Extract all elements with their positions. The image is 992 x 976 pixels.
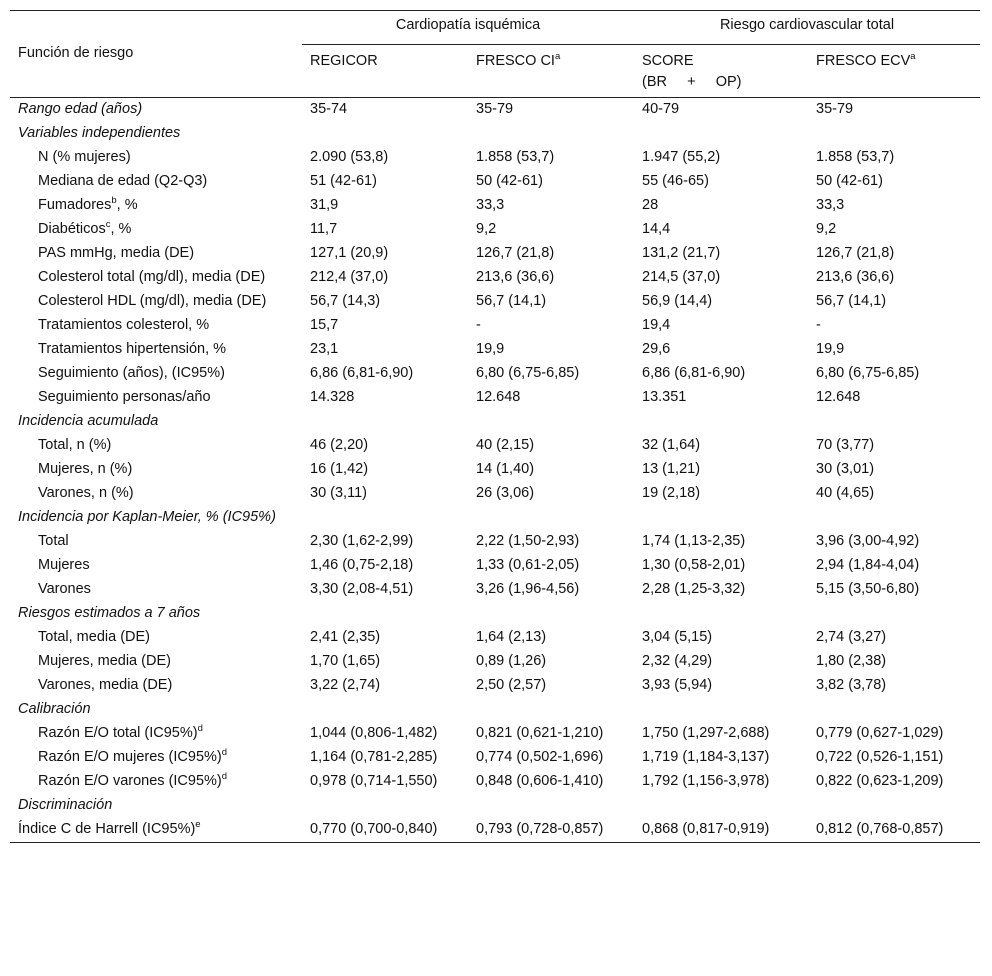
section-heading: Discriminación (18, 797, 113, 813)
table-cell: 213,6 (36,6) (816, 269, 895, 285)
table-cell: 29,6 (642, 341, 671, 357)
table-cell: 35-79 (476, 101, 514, 117)
table-cell: 3,96 (3,00-4,92) (816, 533, 920, 549)
table-row (10, 794, 980, 818)
table-cell: 1,044 (0,806-1,482) (310, 725, 438, 741)
row-label: Colesterol HDL (mg/dl), media (DE) (38, 293, 267, 309)
table-cell: 19,4 (642, 317, 671, 333)
table-cell: 126,7 (21,8) (816, 245, 895, 261)
table-row (10, 674, 980, 698)
table-row (10, 602, 980, 626)
table-row (10, 818, 980, 843)
row-label: Rango edad (años) (18, 101, 143, 117)
table-row (10, 314, 980, 338)
table-cell: 0,812 (0,768-0,857) (808, 818, 980, 843)
table-cell: 1,46 (0,75-2,18) (310, 557, 414, 573)
table-cell: 35-74 (310, 101, 348, 117)
table-cell: 3,26 (1,96-4,56) (476, 581, 580, 597)
table-row (10, 578, 980, 602)
header-col-score: SCORE (BR + OP) (642, 53, 742, 90)
table-cell: 50 (42-61) (816, 173, 883, 189)
table-cell: 13.351 (642, 389, 687, 405)
header-group-total: Riesgo cardiovascular total (634, 11, 980, 45)
section-heading: Calibración (18, 701, 91, 717)
table-cell: 0,770 (0,700-0,840) (302, 818, 468, 843)
table-row (10, 170, 980, 194)
table-row (10, 362, 980, 386)
table-row (10, 650, 980, 674)
table-cell: 2,22 (1,50-2,93) (476, 533, 580, 549)
table-cell: 3,04 (5,15) (642, 629, 713, 645)
table-cell: 2,94 (1,84-4,04) (816, 557, 920, 573)
table-cell: 1,64 (2,13) (476, 629, 547, 645)
table-row (10, 218, 980, 242)
table-row (10, 266, 980, 290)
table-cell: 33,3 (816, 197, 845, 213)
row-label: PAS mmHg, media (DE) (38, 245, 195, 261)
table-cell: 14 (1,40) (476, 461, 535, 477)
table-cell: 12.648 (476, 389, 521, 405)
table-cell: 3,30 (2,08-4,51) (310, 581, 414, 597)
table-cell: 3,82 (3,78) (816, 677, 887, 693)
table-cell: 1,164 (0,781-2,285) (310, 749, 438, 765)
table-cell: 126,7 (21,8) (476, 245, 555, 261)
table-cell: 1,750 (1,297-2,688) (642, 725, 770, 741)
table-row (10, 122, 980, 146)
table-row (10, 194, 980, 218)
table-cell: 70 (3,77) (816, 437, 875, 453)
row-label: Razón E/O total $(IC95\%)^d$ (38, 723, 203, 741)
table-cell: 1,792 (1,156-3,978) (642, 773, 770, 789)
table-cell: 19,9 (816, 341, 845, 357)
table-cell: 0,821 (0,621-1,210) (476, 725, 604, 741)
table-row (10, 458, 980, 482)
table-cell: 212,4 (37,0) (310, 269, 389, 285)
table-cell: 1,33 (0,61-2,05) (476, 557, 580, 573)
row-label: Varones, media (DE) (38, 677, 173, 693)
table-row (10, 338, 980, 362)
row-label: Total, n (%) (38, 437, 112, 453)
table-cell: 2,28 (1,25-3,32) (642, 581, 746, 597)
table-cell: 15,7 (310, 317, 339, 333)
table-cell: 35-79 (816, 101, 854, 117)
table-cell: 9,2 (476, 221, 497, 237)
section-heading: Riesgos estimados a 7 años (18, 605, 201, 621)
table-cell: 1.947 (55,2) (642, 149, 721, 165)
table-cell: 13 (1,21) (642, 461, 701, 477)
table-row (10, 482, 980, 506)
table-cell: 46 (2,20) (310, 437, 369, 453)
table-cell: 1.858 (53,7) (476, 149, 555, 165)
section-heading: Variables independientes (18, 125, 181, 141)
table-cell: 31,9 (310, 197, 339, 213)
table-cell: 1,80 (2,38) (816, 653, 887, 669)
table-cell: 2,50 (2,57) (476, 677, 547, 693)
table-cell: 6,86 (6,81-6,90) (642, 365, 746, 381)
table-cell: 127,1 (20,9) (310, 245, 389, 261)
table-cell: 11,7 (310, 221, 338, 237)
table-row (10, 530, 980, 554)
table-cell: 30 (3,11) (310, 485, 367, 501)
header-group-ischemic: Cardiopatía isquémica (302, 11, 634, 45)
row-label: Índice C de Harrell $(IC95\%)^e$ (10, 818, 302, 843)
table-cell: 5,15 (3,50-6,80) (816, 581, 920, 597)
table-cell: - (816, 317, 821, 333)
row-label: Varones (38, 581, 91, 597)
row-label: Colesterol total (mg/dl), media (DE) (38, 269, 266, 285)
risk-function-table (10, 10, 980, 843)
table-cell: 56,9 (14,4) (642, 293, 713, 309)
table-cell: 40 (2,15) (476, 437, 535, 453)
table-cell: 56,7 (14,3) (310, 293, 381, 309)
table-row (10, 626, 980, 650)
table-cell: 1,70 (1,65) (310, 653, 381, 669)
table-cell: 33,3 (476, 197, 505, 213)
table-cell: 213,6 (36,6) (476, 269, 555, 285)
row-label: Diabéticos$^c$, % (38, 219, 132, 237)
table-row (10, 290, 980, 314)
table-cell: 51 (42-61) (310, 173, 377, 189)
table-cell: 14.328 (310, 389, 355, 405)
table-cell: 16 (1,42) (310, 461, 369, 477)
header-col-fresco-ecv: FRESCO ECV$^a$ (816, 51, 916, 69)
table-cell: 1,30 (0,58-2,01) (642, 557, 746, 573)
table-cell: 2,41 (2,35) (310, 629, 381, 645)
table-cell: 50 (42-61) (476, 173, 543, 189)
table-cell: 40 (4,65) (816, 485, 875, 501)
table-cell: 6,80 (6,75-6,85) (816, 365, 920, 381)
table-cell: 131,2 (21,7) (642, 245, 721, 261)
table-cell: 12.648 (816, 389, 861, 405)
table-cell: 0,779 (0,627-1,029) (816, 725, 944, 741)
row-label: Total (38, 533, 69, 549)
table-cell: 14,4 (642, 221, 671, 237)
table-cell: 2,30 (1,62-2,99) (310, 533, 414, 549)
row-label: Total, media (DE) (38, 629, 151, 645)
table-row (10, 434, 980, 458)
table-cell: 26 (3,06) (476, 485, 535, 501)
row-label: Tratamientos hipertensión, % (38, 341, 227, 357)
row-label: Tratamientos colesterol, % (38, 317, 210, 333)
row-label: Mujeres, media (DE) (38, 653, 171, 669)
header-col-regicor: REGICOR (310, 53, 378, 69)
row-label: Seguimiento personas/año (38, 389, 211, 405)
table-cell: 32 (1,64) (642, 437, 701, 453)
row-label: Razón E/O varones $(IC95\%)^d$ (38, 771, 228, 789)
table-cell: 0,848 (0,606-1,410) (476, 773, 604, 789)
table-cell: 0,722 (0,526-1,151) (816, 749, 944, 765)
row-label: Razón E/O mujeres $(IC95\%)^d$ (38, 747, 228, 765)
table-row (10, 722, 980, 746)
header-function-label: Función de riesgo (10, 11, 302, 98)
table-cell: 9,2 (816, 221, 837, 237)
table-cell: 6,86 (6,81-6,90) (310, 365, 414, 381)
table-cell: 3,22 (2,74) (310, 677, 381, 693)
table-cell: 214,5 (37,0) (642, 269, 721, 285)
table-row (10, 410, 980, 434)
table-cell: 40-79 (642, 101, 680, 117)
table-cell: 0,868 (0,817-0,919) (634, 818, 808, 843)
row-label: N (% mujeres) (38, 149, 131, 165)
table-cell: 2,32 (4,29) (642, 653, 713, 669)
table-row (10, 554, 980, 578)
row-label: Mujeres, n (%) (38, 461, 133, 477)
table-row (10, 698, 980, 722)
table-cell: 56,7 (14,1) (476, 293, 547, 309)
table-row (10, 746, 980, 770)
row-label: Seguimiento (años), (IC95%) (38, 365, 225, 381)
table-cell: 0,978 (0,714-1,550) (310, 773, 438, 789)
table-cell: 0,89 (1,26) (476, 653, 547, 669)
table-row (10, 242, 980, 266)
table-cell: 2.090 (53,8) (310, 149, 389, 165)
table-row (10, 386, 980, 410)
table-cell: - (476, 317, 481, 333)
table-cell: 19,9 (476, 341, 505, 357)
table-row (10, 98, 980, 123)
table-cell: 55 (46-65) (642, 173, 709, 189)
table-cell: 1,719 (1,184-3,137) (642, 749, 770, 765)
section-heading: Incidencia por Kaplan-Meier, % (IC95%) (18, 509, 276, 525)
table-cell: 2,74 (3,27) (816, 629, 887, 645)
row-label: Varones, n (%) (38, 485, 134, 501)
table-cell: 0,822 (0,623-1,209) (816, 773, 944, 789)
table-cell: 0,793 (0,728-0,857) (468, 818, 634, 843)
table-cell: 23,1 (310, 341, 339, 357)
row-label: Mediana de edad (Q2-Q3) (38, 173, 208, 189)
table-cell: 19 (2,18) (642, 485, 701, 501)
section-heading: Incidencia acumulada (18, 413, 159, 429)
table-row (10, 146, 980, 170)
table-cell: 0,774 (0,502-1,696) (476, 749, 604, 765)
row-label: Fumadores$^b$, % (38, 195, 138, 213)
table-row (10, 506, 980, 530)
table-cell: 6,80 (6,75-6,85) (476, 365, 580, 381)
table-cell: 56,7 (14,1) (816, 293, 887, 309)
header-col-fresco-ci: FRESCO $CI^a$ (476, 51, 561, 69)
row-label: Mujeres (38, 557, 90, 573)
table-cell: 28 (642, 197, 659, 213)
table-cell: 1.858 (53,7) (816, 149, 895, 165)
table-cell: 3,93 (5,94) (642, 677, 713, 693)
table-cell: 30 (3,01) (816, 461, 875, 477)
table-row (10, 770, 980, 794)
table-cell: 1,74 (1,13-2,35) (642, 533, 746, 549)
